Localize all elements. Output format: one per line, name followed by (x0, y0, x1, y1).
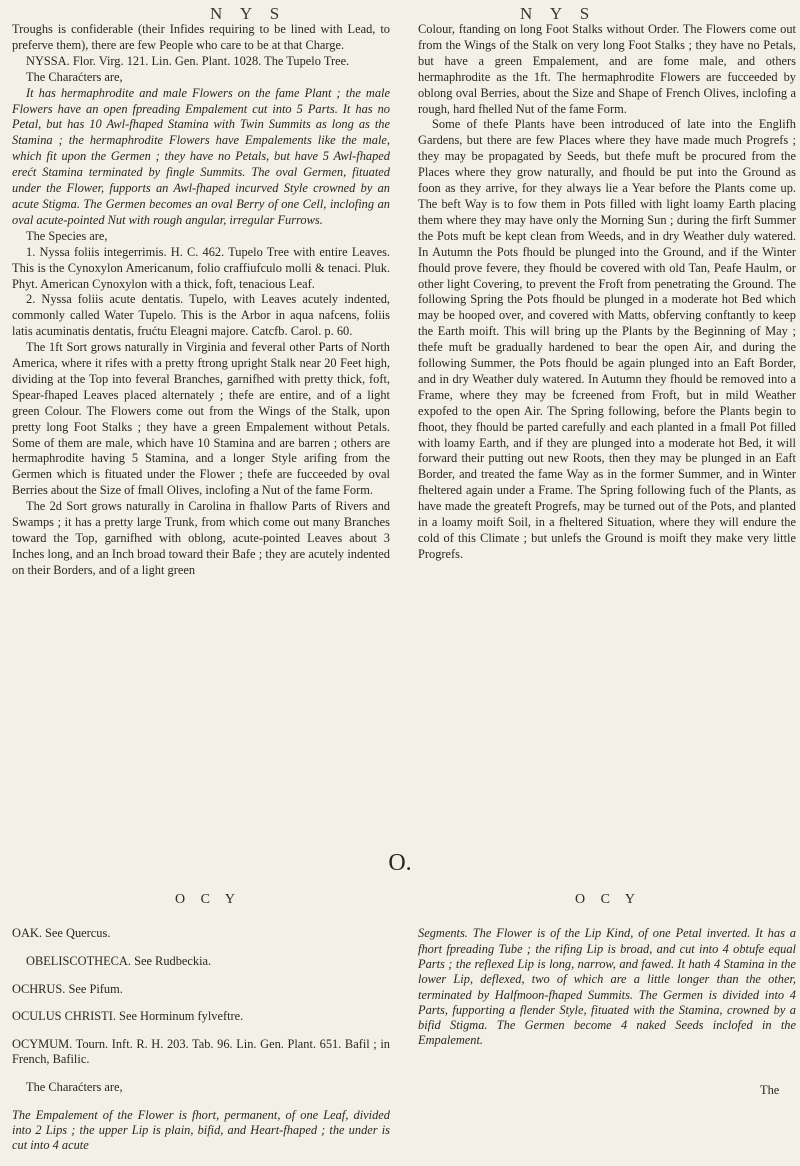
entry-ochrus: OCHRUS. See Pifum. (12, 981, 123, 996)
paragraph: Troughs is confiderable (their Infides requiring to be lined with Lead, to preferve them), there are few People who care to be at that Charge. (12, 22, 390, 52)
paragraph: The 1ft Sort grows naturally in Virginia and feveral other Parts of North America, where it rifes with a pretty ftrong upright Stalk near 20 Feet high, dividing at the Top into feveral Branches, garnifhed with pretty thick, foft, Spear-fhaped Leaves placed alternately ; thefe are entire, and of a light green Colour. The Flowers come out from the Wings of the Stalk, upon pretty long Foot Stalks ; they have a green Empalement without Petals. Some of them are male, which have 10 Stamina and are barren ; others are hermaphrodite having 5 Stamina, and a longer Style arifing from the Germen which is fituated under the Flower ; thefe are fucceeded by oval Berries about the Size of fmall Olives, inclofing a Nut of the fame Form. (12, 340, 390, 498)
characters-description: The Empalement of the Flower is fhort, permanent, of one Leaf, divided into 2 Lips ; the upper Lip is plain, bifid, and Heart-fhaped ; the under is cut into 4 acute (12, 1107, 390, 1153)
left-column (12, 22, 390, 579)
lower-right-column (418, 914, 796, 1061)
entry-oculus-christi: OCULUS CHRISTI. See Horminum fylveftre. (12, 1009, 244, 1024)
section-head-left: O C Y (175, 892, 242, 907)
running-head-left: N Y S (210, 4, 287, 23)
entry-obeliscotheca: OBELISCOTHECA. See Rudbeckia. (26, 954, 212, 969)
right-column (418, 22, 796, 563)
characters-continued: Segments. The Flower is of the Lip Kind, of one Petal inverted. It has a fhort fpreading Tube ; the rifing Lip is broad, and cut into 4 obtufe equal Parts ; the reflexed Lip is long, narrow, and fawed. It hath 4 Stamina in the lower Lip, deflexed, two of which are a little longer than the other, terminated by Halfmoon-fhaped Summits. The Germen is divided into 4 Parts, fupporting a flender Style, fituated with the Stamina, crowned by a bifid Stigma. The Germen become 4 naked Seeds inclofed in the Empalement. (418, 926, 796, 1048)
entry-ocymum: OCYMUM. Tourn. Inft. R. H. 203. Tab. 96. Lin. Gen. Plant. 651. Bafil ; in French, Bafilic. (12, 1037, 390, 1067)
entry-oak: OAK. See Quercus. (12, 926, 111, 941)
characters-description: It has hermaphrodite and male Flowers on the fame Plant ; the male Flowers have an open fpreading Empalement cut into 5 Parts. It has no Petal, but has 10 Awl-fhaped Stamina with Twin Summits as long as the Stamina ; the hermaphrodite Flowers have Empalements like the male, which fit upon the Germen ; they have no Petals, but have 5 Awl-fhaped erećt Stamina terminated by fingle Summits. The oval Germen, fituated under the Flower, fupports an Awl-fhaped incurved Style crowned by an acute Stigma. The Germen becomes an oval Berry of one Cell, inclofing an oval acute-pointed Nut with rough angular, irregular Furrows. (12, 85, 390, 227)
section-letter: O. (388, 850, 412, 876)
paragraph: Some of thefe Plants have been introduced of late into the Englifh Gardens, but there are few Places where they have made much Progrefs ; they may be propagated by Seeds, but thefe muft be procured from the Places where they grow naturally, and fhould be put into the Ground as foon as they arrive, for they always lie a Year before the Plants come up. The beft Way is to fow them in Pots filled with light loamy Earth placing them where they may have only the Morning Sun ; during the firft Summer the Pots muft be kept clean from Weeds, and in dry Weather duly watered. In Autumn the Pots fhould be plunged into the Ground, and if the Winter fhould prove fevere, they fhould be covered with old Tan, Peafe Haulm, or other light Covering, to prevent the Froft from penetrating the Ground. The following Spring the Pots fhould be plunged in a moderate hot Bed which may be hooped over, and covered with Matts, obferving conftantly to keep the Earth moift. This will bring up the Plants by the Beginning of May ; thefe muft be gradually hardened to bear the open Air, and during the following Summer, the Pots fhould be again plunged into an Eaft Border, and in dry Weather duly watered. In Autumn they fhould be removed into a Frame, where they may be fcreened from Froft, but in mild Weather expofed to the open Air. The Spring following, before the Plants begin to fhoot, they fhould be parted carefully and each planted in a fmall Pot filled with loamy Earth, and if they are plunged into a moderate hot Bed, it will forward their putting out new Roots, then they may be plunged in an Eaft Border, and treated the fame Way as in the former Summer, and in Winter fheltered again under a Frame. The Spring following fuch of the Plants, as have made the greateft Progrefs, may be turned out of the Pots, and planted in a loamy moift Soil, in a fheltered Situation, where they will endure the cold of this Climate ; but unlefs the Ground is moift they make very little Progrefs. (418, 117, 796, 561)
characters-heading: The Charaćters are, (26, 69, 123, 84)
characters-heading: The Charaćters are, (26, 1080, 123, 1095)
running-head-right: N Y S (520, 4, 597, 23)
paragraph: Colour, ftanding on long Foot Stalks without Order. The Flowers come out from the Wings of the Stalk on very long Foot Stalks ; they have no Petals, but have a green Empalement, and are fome male, and others hermaphrodite as the 1ft. The hermaphrodite Flowers are fucceeded by oblong oval Berries, about the Size and Shape of French Olives, inclofing a rough, hard fhelled Nut of the fame Form. (418, 22, 796, 116)
species-1: 1. Nyssa foliis integerrimis. H. C. 462. Tupelo Tree with entire Leaves. This is the Cynoxylon Americanum, folio craffiufculo molli & tenaci. Pluk. Phyt. American Cynoxylon with a thick, foft, tenacious Leaf. (12, 244, 390, 291)
entry-heading-nyssa: NYSSA. Flor. Virg. 121. Lin. Gen. Plant. 1028. The Tupelo Tree. (26, 53, 350, 68)
species-2: 2. Nyssa foliis acute dentatis. Tupelo, with Leaves acutely indented, commonly called Water Tupelo. This is the Arbor in aqua nafcens, foliis latis acuminatis dentatis, frućtu Eleagni majore. Catcfb. Carol. p. 60. (12, 292, 390, 339)
catchword: The (760, 1083, 780, 1097)
species-heading: The Species are, (26, 228, 108, 243)
lower-left-column (12, 914, 390, 1166)
section-head-right: O C Y (575, 892, 642, 907)
paragraph: The 2d Sort grows naturally in Carolina in fhallow Parts of Rivers and Swamps ; it has a pretty large Trunk, from which come out many Branches toward the Top, garnifhed with oblong, acute-pointed Leaves about 3 Inches long, and an Inch broad toward their Bafe ; they are acutely indented on their Borders, and of a light green (12, 499, 390, 577)
